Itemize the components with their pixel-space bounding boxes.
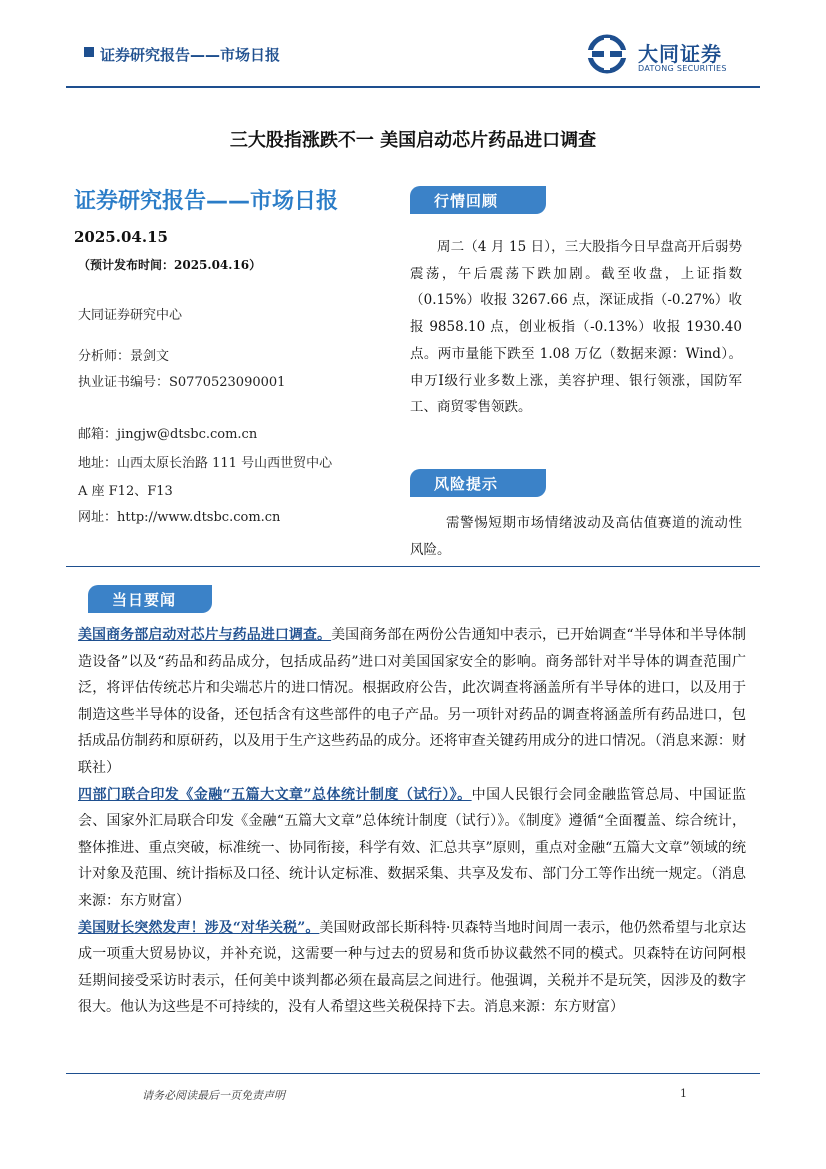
news-item [78, 915, 746, 1021]
research-center: 大同证券研究中心 [78, 308, 183, 323]
logo-company-name-en: DATONG SECURITIES [638, 64, 727, 73]
market-review-tag [410, 186, 546, 214]
analyst: 分析师：景剑文 [78, 349, 170, 364]
publish-time: （预计发布时间：2025.04.16） [78, 258, 262, 272]
market-review-label: 行情回顾 [434, 191, 499, 210]
news-tag [88, 585, 212, 613]
logo-company-name: 大同证券 [638, 42, 722, 66]
risk-label: 风险提示 [434, 474, 499, 493]
news-body: 美国财政部长斯科特·贝森特当地时间周一表示，他仍然希望与北京达成一项重大贸易协议，并补充说，这需要一种与过去的贸易和货币协议截然不同的模式。贝森特在访问阿根廷期间接受采访时表示，任何美中谈判都必须在最高层之间进行。他强调，关税并不是玩笑，因涉及的数字很大。他认为这些是不可持续的，没有人希望这些关税保持下去。消息来源：东方财富） [78, 919, 747, 1016]
address-line2: A 座 F12、F13 [78, 484, 173, 499]
email: 邮箱：jingjw@dtsbc.com.cn [78, 427, 258, 442]
website-link[interactable]: 网址：http://www.dtsbc.com.cn [78, 510, 281, 525]
header-square-icon [84, 47, 94, 57]
report-date: 2025.04.15 [74, 228, 168, 246]
news-list [78, 622, 746, 1021]
footer-disclaimer: 请务必阅读最后一页免责声明 [142, 1089, 285, 1102]
page-number: 1 [680, 1087, 687, 1100]
market-review-text: 周二（4 月 15 日），三大股指今日早盘高开后弱势震荡，午后震荡下跌加剧。截至收盘，上证指数（0.15%）收报 3267.66 点，深证成指（-0.27%）收报 9858.10 点，创业板指（-0.13%）收报 1930.40 点。两市量能下跌至 1.08 万亿（数据来源：Wind）。申万Ⅰ级行业多数上涨，美容护理、银行领涨，国防军工、商贸零售领跌。 [410, 239, 742, 416]
news-headline[interactable]: 四部门联合印发《金融“五篇大文章”总体统计制度（试行）》。 [78, 786, 472, 803]
risk-text: 需警惕短期市场情绪波动及高估值赛道的流动性风险。 [410, 515, 742, 558]
news-label: 当日要闻 [112, 590, 177, 609]
news-headline[interactable]: 美国财长突然发声！涉及“对华关税”。 [78, 919, 320, 936]
address-line1: 地址：山西太原长治路 111 号山西世贸中心 [78, 456, 333, 471]
license-number: 执业证书编号：S0770523090001 [78, 375, 286, 390]
header-report-type: 证券研究报告——市场日报 [100, 46, 281, 64]
page-title: 三大股指涨跌不一 美国启动芯片药品进口调查 [229, 130, 597, 151]
news-item [78, 782, 746, 915]
header-divider [66, 86, 760, 88]
news-body: 美国商务部在两份公告通知中表示，已开始调查“半导体和半导体制造设备”以及“药品和药品成分，包括成品药”进口对美国国家安全的影响。商务部针对半导体的调查范围广泛，将评估传统芯片和尖端芯片的进口情况。根据政府公告，此次调查将涵盖所有半导体的进口，以及用于制造这些半导体的设备，还包括含有这些部件的电子产品。另一项针对药品的调查将涵盖所有药品进口，包括成品仿制药和原研药，以及用于生产这些药品的成分。还将审查关键药用成分的进口情况。（消息来源：财联社） [78, 627, 747, 776]
news-item [78, 622, 746, 782]
risk-tag [410, 469, 546, 497]
footer-divider [66, 1073, 760, 1074]
news-headline[interactable]: 美国商务部启动对芯片与药品进口调查。 [78, 627, 332, 643]
news-body: 中国人民银行会同金融监管总局、中国证监会、国家外汇局联合印发《金融“五篇大文章”总体统计制度（试行）》。《制度》遵循“全面覆盖、综合统计，整体推进、重点突破，标准统一、协同衔接，科学有效、汇总共享”原则，重点对金融“五篇大文章”领域的统计对象及范围、统计指标及口径、统计认定标准、数据采集、共享及发布、部门分工等作出统一规定。（消息来源：东方财富） [78, 786, 747, 909]
report-label: 证券研究报告——市场日报 [74, 189, 339, 214]
news-divider [66, 566, 760, 567]
datong-logo-icon [584, 34, 630, 74]
